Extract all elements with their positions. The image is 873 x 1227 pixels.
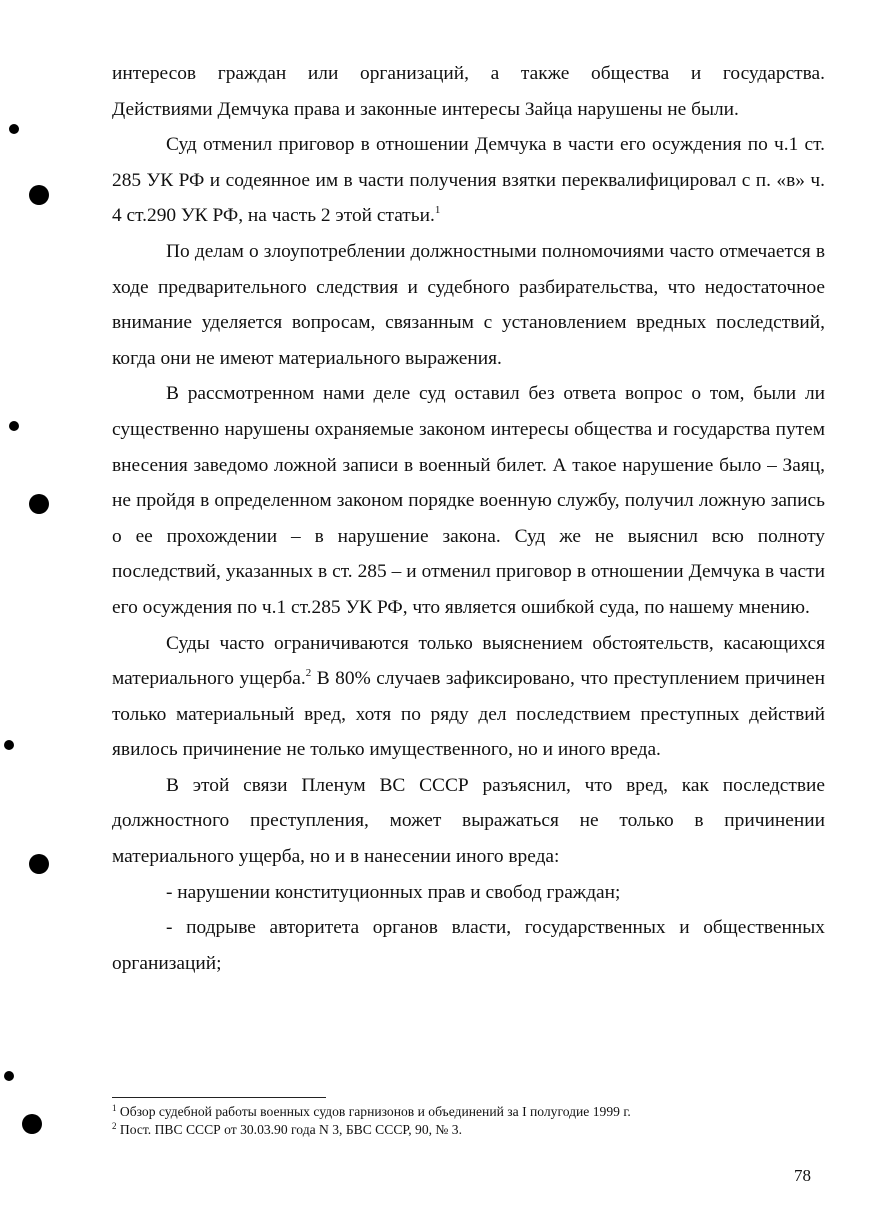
paragraph [112, 626, 825, 768]
punch-hole [4, 740, 14, 750]
paragraph [112, 127, 825, 234]
paragraph-text: В 80% случаев зафиксировано, что преступлением причинен только материальный вред, хотя по ряду дел последствием преступных действий явилось причинение не только имущественного, но и иного вреда. [112, 668, 825, 761]
footnotes [112, 1103, 825, 1139]
footnote-divider [112, 1097, 326, 1098]
punch-hole [29, 854, 49, 874]
footnote-mark: 1 [112, 1103, 117, 1113]
list-item: - нарушении конституционных прав и свобод граждан; [166, 881, 621, 903]
footnote-text: Пост. ПВС СССР от 30.03.90 года N 3, БВС СССР, 90, № 3. [119, 1122, 462, 1137]
punch-hole [22, 1114, 42, 1134]
punch-hole [9, 421, 19, 431]
paragraph-text: Суд отменил приговор в отношении Демчука в части его осуждения по ч.1 ст. 285 УК РФ и содеянное им в части получения взятки переквалифицировал с п. «в» ч. 4 ст.290 УК РФ, на часть 2 этой статьи. [112, 134, 825, 227]
punch-hole [4, 1071, 14, 1081]
punch-hole [9, 124, 19, 134]
punch-hole [29, 494, 49, 514]
footnote [112, 1121, 825, 1139]
paragraph-line: Действиями Демчука права и законные интересы Зайца нарушены не были. [112, 98, 739, 120]
paragraph-text: Суды часто ограничиваются только выяснением обстоятельств, касающихся материального ущерба. [112, 632, 825, 690]
paragraph-line: интересов граждан или организаций, а также общества и государства. [112, 63, 825, 84]
paragraph: В рассмотренном нами деле суд оставил без ответа вопрос о том, были ли существенно нарушены охраняемые законом интересы общества и государства путем внесения заведомо ложной записи в военный билет. А такое нарушение было – Заяц, не пройдя в определенном законом порядке военную службу, получил ложную запись о ее прохождении – в нарушение закона. Суд же не выяснил всю полноту последствий, указанных в ст. 285 – и отменил приговор в отношении Демчука в части его осуждения по ч.1 ст.285 УК РФ, что является ошибкой суда, по нашему мнению. [112, 383, 825, 618]
paragraph: По делам о злоупотреблении должностными полномочиями часто отмечается в ходе предварительного следствия и судебного разбирательства, что недостаточное внимание уделяется вопросам, связанным с установлением вредных последствий, когда они не имеют материального выражения. [112, 240, 825, 369]
footnote-text: Обзор судебной работы военных судов гарнизонов и объединений за I полугодие 1999 г. [119, 1104, 631, 1119]
punch-hole [29, 185, 49, 205]
page-number: 78 [794, 1166, 811, 1185]
footnote [112, 1103, 825, 1121]
list-item: - подрыве авторитета органов власти, государственных и общественных организаций; [112, 917, 825, 974]
paragraph: В этой связи Пленум ВС СССР разъяснил, что вред, как последствие должностного преступления, может выражаться не только в причинении материального ущерба, но и в нанесении иного вреда: [112, 774, 825, 868]
footnote-ref: 1 [434, 204, 441, 217]
footnote-mark: 2 [112, 1121, 117, 1131]
footnote-ref: 2 [305, 667, 312, 680]
body-text [112, 56, 825, 981]
